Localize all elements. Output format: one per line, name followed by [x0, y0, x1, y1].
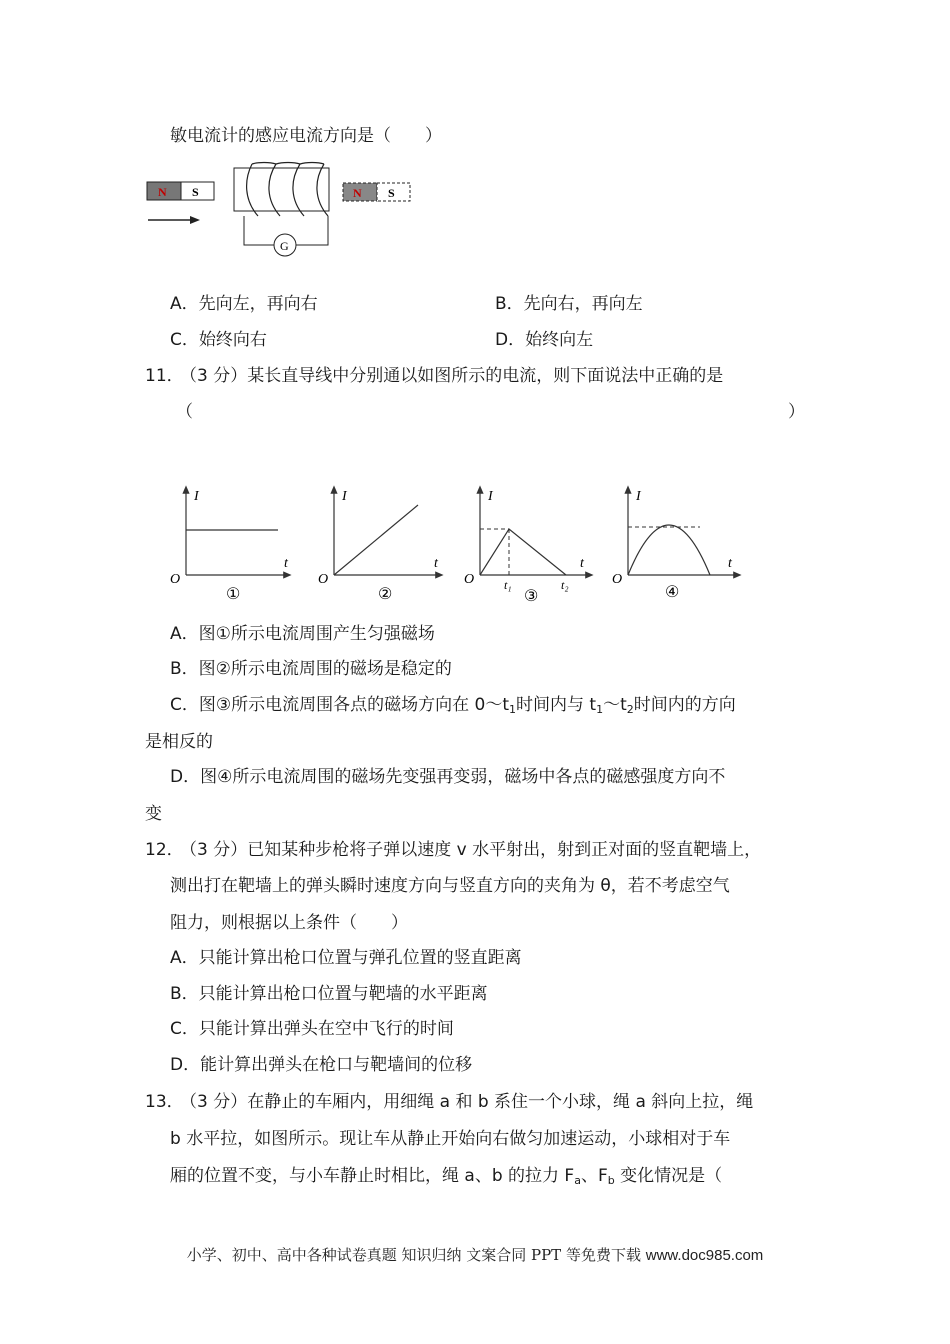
q10-option-d: D．始终向左: [495, 330, 594, 350]
graph-3: [464, 489, 590, 605]
q12-line-1: （3 分）已知某种步枪将子弹以速度 v 水平射出，射到正对面的竖直靶墙上，: [180, 840, 762, 860]
graph-2-axis-t: t: [434, 556, 438, 571]
q11-option-b: B．图②所示电流周围的磁场是稳定的: [170, 659, 452, 679]
graph-3-axis-t: t: [580, 556, 584, 571]
q13-line-3: 厢的位置不变，与小车静止时相比，绳 a、b 的拉力 $F_a$、$F_b$ 变化情况是（: [170, 1166, 723, 1187]
graph-3-t2: t₂: [561, 578, 569, 592]
q11-option-d-cont: 变: [145, 804, 162, 824]
q11-option-c-cont: 是相反的: [145, 732, 213, 752]
right-magnet-n-label: N: [353, 186, 362, 200]
q12-option-c: C．只能计算出弹头在空中飞行的时间: [170, 1019, 454, 1039]
graph-1-axis-i: I: [194, 489, 199, 504]
graph-1-origin: O: [170, 572, 181, 587]
page-footer: [0, 1244, 950, 1265]
graph-1-label: ①: [226, 586, 241, 603]
graph-4-origin: O: [612, 572, 623, 587]
q12-line-2: 测出打在靶墙上的弹头瞬时速度方向与竖直方向的夹角为 θ，若不考虑空气: [170, 876, 730, 896]
q11-stem: （3 分）某长直导线中分别通以如图所示的电流，则下面说法中正确的是: [180, 366, 724, 386]
q11-open-paren: （: [176, 402, 193, 422]
graph-3-label: ③: [524, 588, 539, 605]
q12-option-b: B．只能计算出枪口位置与靶墙的水平距离: [170, 984, 488, 1004]
q10-option-b: B．先向右，再向左: [495, 294, 643, 314]
graph-4: [612, 489, 738, 601]
q10-option-c: C．始终向右: [170, 330, 267, 350]
graph-3-origin: O: [464, 572, 475, 587]
q11-graphs: [160, 475, 760, 610]
graph-2-axis-i: I: [342, 489, 347, 504]
graph-3-axis-i: I: [488, 489, 493, 504]
graph-2: [318, 489, 440, 603]
q12-option-d: D．能计算出弹头在枪口与靶墙间的位移: [170, 1055, 473, 1075]
q13-line-2: b 水平拉，如图所示。现让车从静止开始向右做匀加速运动，小球相对于车: [170, 1129, 731, 1149]
q11-option-c: C．图③所示电流周围各点的磁场方向在 $0\sim t_1$时间内与 $t_1\sim t_2$时间内的方向: [170, 695, 736, 716]
q10-figure: [140, 160, 430, 265]
graph-3-t1: t₁: [504, 578, 512, 592]
left-magnet-n-label: N: [158, 185, 167, 199]
graph-4-axis-t: t: [728, 556, 732, 571]
footer-url[interactable]: www.doc985.com: [645, 1247, 764, 1264]
graph-2-origin: O: [318, 572, 329, 587]
q13-number: 13．: [145, 1092, 184, 1112]
q11-close-paren: ）: [788, 402, 805, 422]
q11-number: 11．: [145, 366, 184, 386]
graph-1-axis-t: t: [284, 556, 288, 571]
left-magnet-s-label: S: [192, 185, 199, 199]
graph-4-current: [628, 525, 710, 575]
q10-option-a: A．先向左，再向右: [170, 294, 318, 314]
galvanometer-label: G: [280, 239, 289, 253]
q12-line-3: 阻力，则根据以上条件（ ）: [170, 913, 408, 933]
q12-option-a: A．只能计算出枪口位置与弹孔位置的竖直距离: [170, 948, 522, 968]
graph-2-label: ②: [378, 586, 393, 603]
q10-stem-tail: 敏电流计的感应电流方向是（ ）: [170, 126, 442, 146]
q13-line-1: （3 分）在静止的车厢内，用细绳 a 和 b 系住一个小球，绳 a 斜向上拉，绳: [180, 1092, 754, 1112]
graph-4-axis-i: I: [636, 489, 641, 504]
footer-text: 小学、初中、高中各种试卷真题 知识归纳 文案合同 PPT 等免费下载: [186, 1246, 641, 1264]
q12-number: 12．: [145, 840, 184, 860]
graph-3-current: [480, 529, 566, 575]
q11-option-d: D．图④所示电流周围的磁场先变强再变弱，磁场中各点的磁感强度方向不: [170, 767, 726, 787]
graph-4-label: ④: [665, 584, 680, 601]
right-magnet-s-label: S: [388, 186, 395, 200]
q11-option-a: A．图①所示电流周围产生匀强磁场: [170, 624, 435, 644]
graph-1: [170, 489, 289, 603]
graph-2-current: [334, 505, 418, 575]
